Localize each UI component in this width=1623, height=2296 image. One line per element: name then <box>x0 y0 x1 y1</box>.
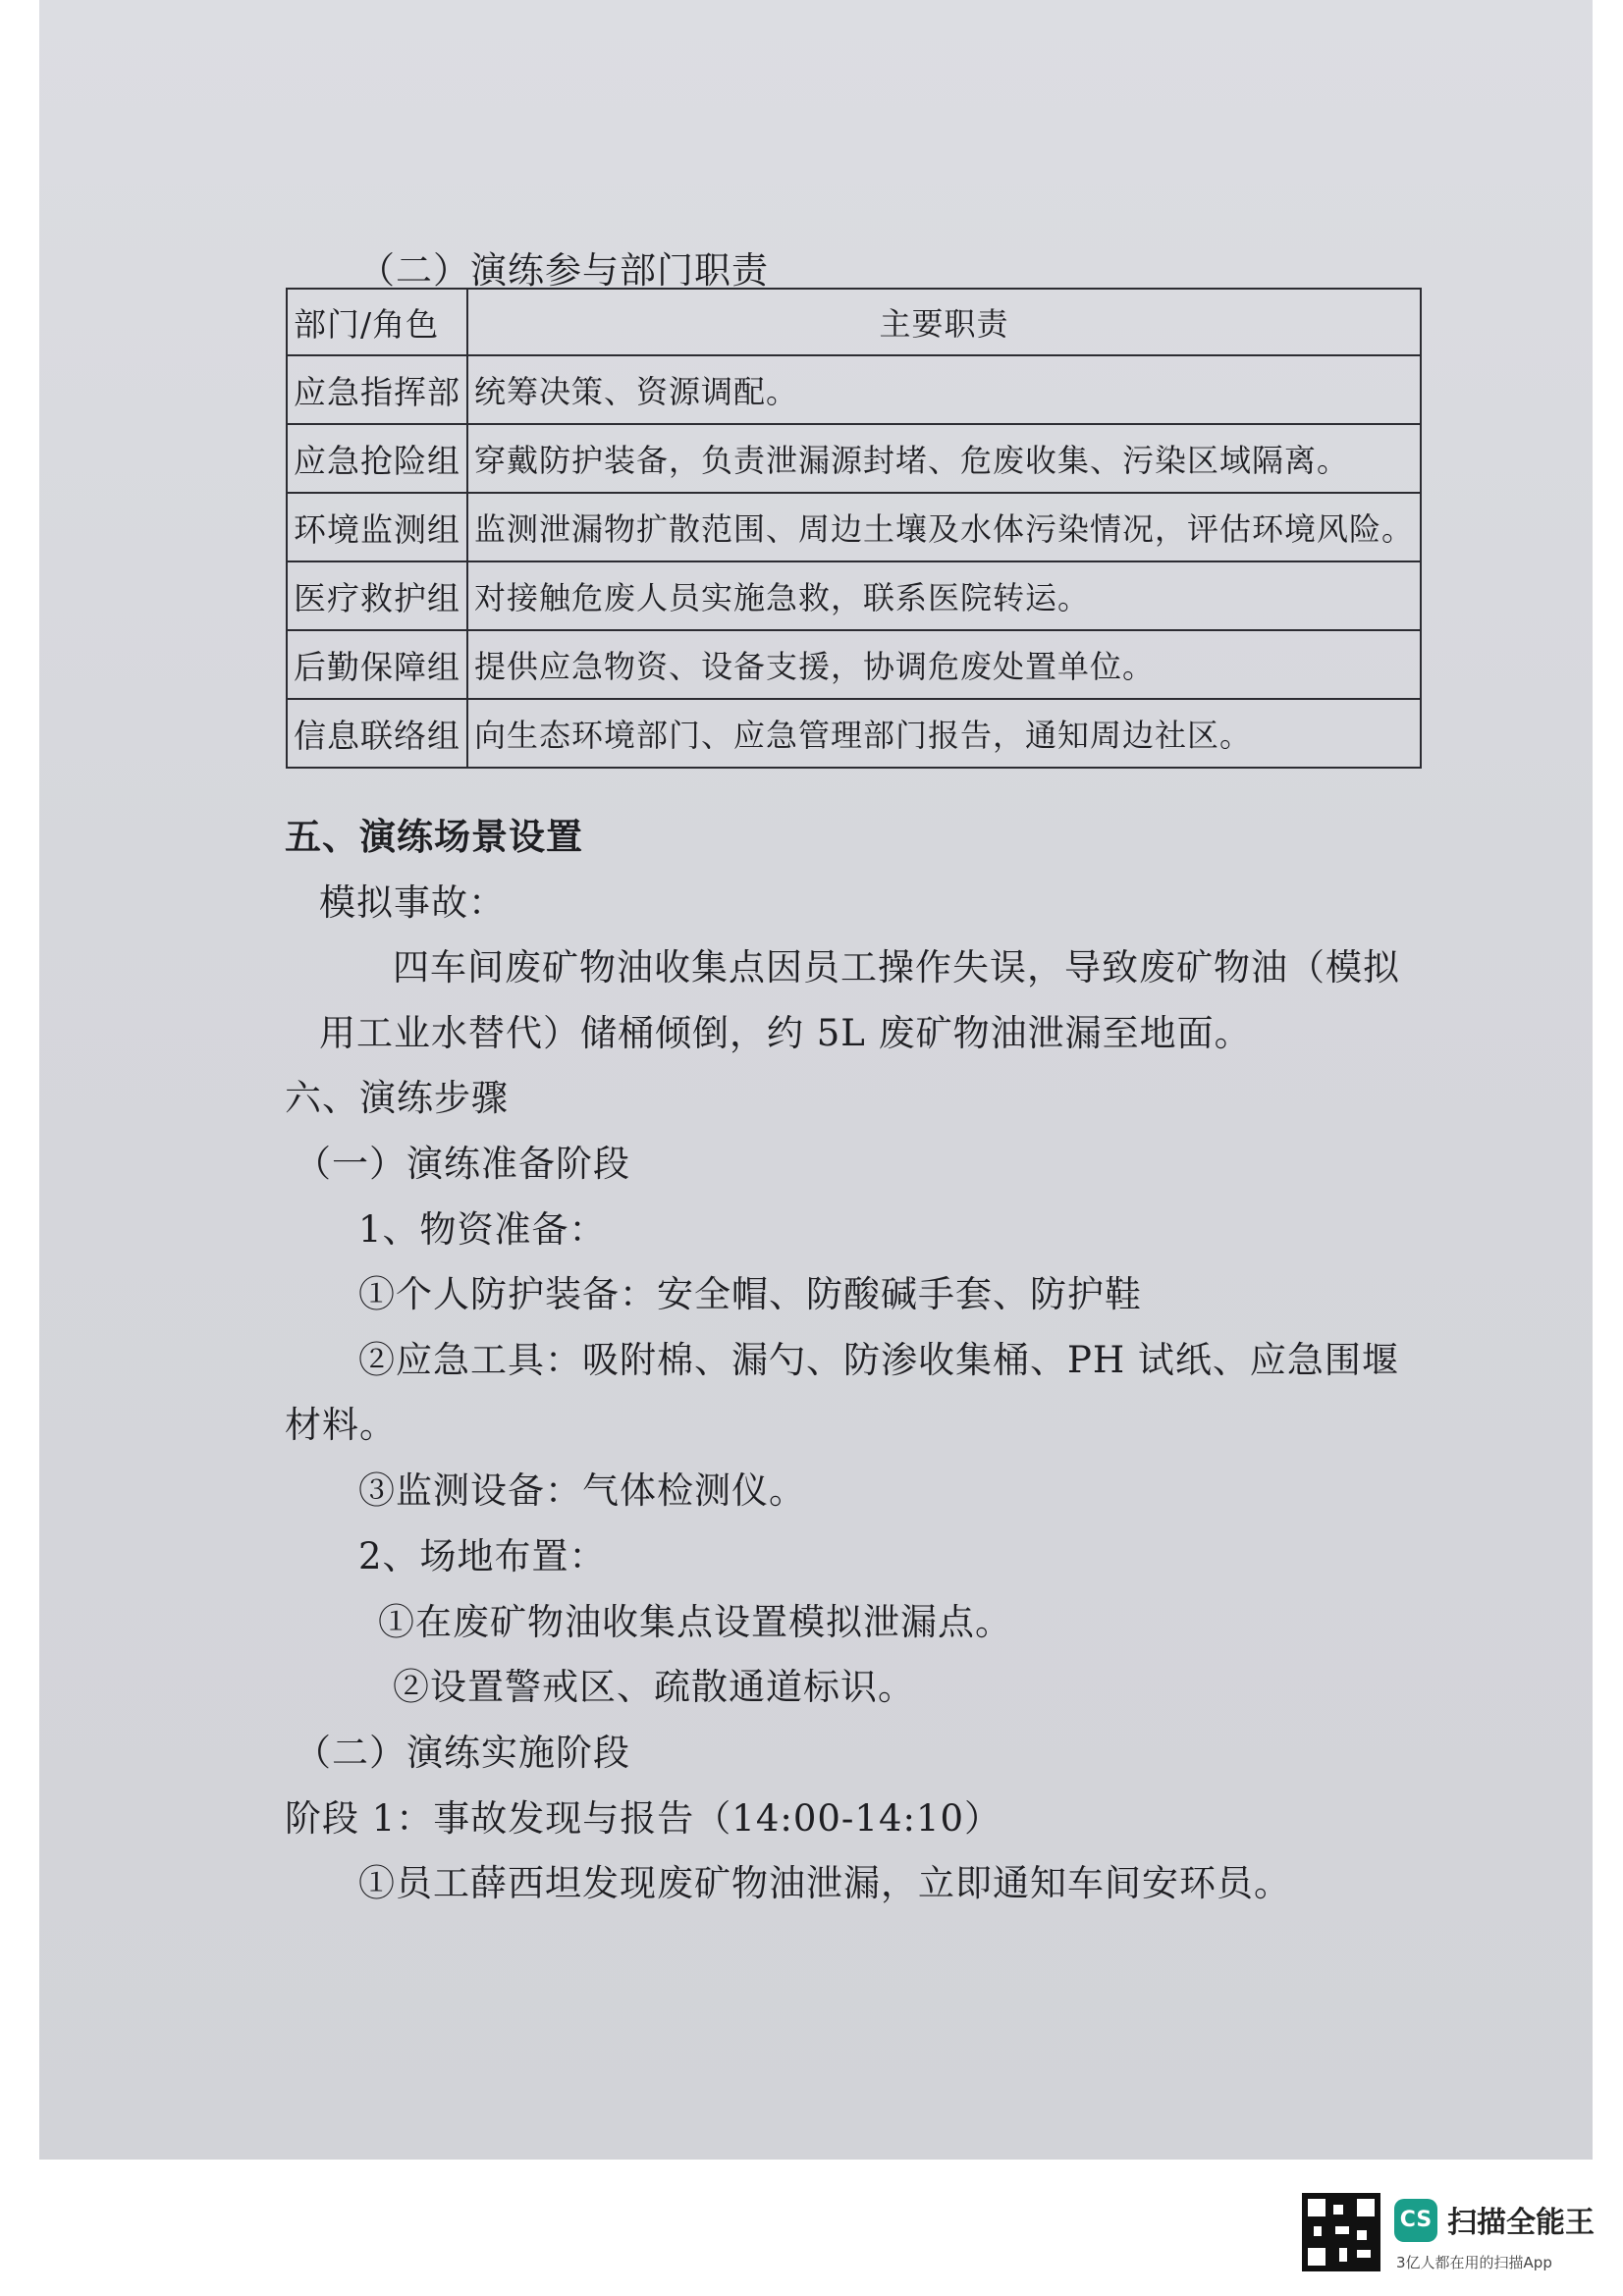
materials-item: ①个人防护装备：安全帽、防酸碱手套、防护鞋 <box>358 1273 1142 1315</box>
row-role: 医疗救护组 <box>287 561 467 630</box>
section-5-heading: 五、演练场景设置 <box>285 815 583 858</box>
materials-heading: 1、物资准备： <box>358 1208 607 1251</box>
table-row <box>287 424 1421 493</box>
row-duty: 向生态环境部门、应急管理部门报告，通知周边社区。 <box>467 699 1421 768</box>
header-role: 部门/角色 <box>287 289 467 355</box>
site-heading: 2、场地布置： <box>358 1535 607 1577</box>
row-duty: 对接触危废人员实施急救，联系医院转运。 <box>467 561 1421 630</box>
scenario-paragraph-line2: 用工业水替代）储桶倾倒，约 5L 废矿物油泄漏至地面。 <box>319 1012 1252 1054</box>
header-duty: 主要职责 <box>467 289 1421 355</box>
row-role: 后勤保障组 <box>287 630 467 699</box>
materials-item: ③监测设备：气体检测仪。 <box>358 1469 806 1512</box>
table-header-row <box>287 289 1421 355</box>
row-role: 信息联络组 <box>287 699 467 768</box>
row-role: 环境监测组 <box>287 493 467 561</box>
row-role: 应急指挥部 <box>287 355 467 424</box>
stage-1-item: ①员工薛西坦发现废矿物油泄漏，立即通知车间安环员。 <box>358 1862 1291 1904</box>
row-duty: 监测泄漏物扩散范围、周边土壤及水体污染情况，评估环境风险。 <box>467 493 1421 561</box>
scenario-label: 模拟事故： <box>319 881 506 924</box>
site-item: ①在废矿物油收集点设置模拟泄漏点。 <box>378 1601 1012 1643</box>
row-duty: 穿戴防护装备，负责泄漏源封堵、危废收集、污染区域隔离。 <box>467 424 1421 493</box>
table-row <box>287 355 1421 424</box>
table-row <box>287 493 1421 561</box>
qr-code-icon <box>1302 2193 1380 2271</box>
table-row <box>287 699 1421 768</box>
row-duty: 统筹决策、资源调配。 <box>467 355 1421 424</box>
site-item: ②设置警戒区、疏散通道标识。 <box>393 1666 915 1708</box>
materials-item-continuation: 材料。 <box>285 1404 397 1446</box>
table-row <box>287 561 1421 630</box>
row-role: 应急抢险组 <box>287 424 467 493</box>
scenario-paragraph-line1: 四车间废矿物油收集点因员工操作失误，导致废矿物油（模拟 <box>393 946 1400 988</box>
table-row <box>287 630 1421 699</box>
prep-stage-heading: （一）演练准备阶段 <box>295 1143 630 1185</box>
section-2-heading: （二）演练参与部门职责 <box>358 249 769 292</box>
materials-item: ②应急工具：吸附棉、漏勺、防渗收集桶、PH 试纸、应急围堰 <box>358 1339 1399 1381</box>
watermark-title: 扫描全能王 <box>1447 2206 1595 2240</box>
watermark-subtitle: 3亿人都在用的扫描App <box>1396 2254 1552 2271</box>
camscanner-logo-icon: CS <box>1394 2199 1437 2242</box>
stage-1-heading: 阶段 1：事故发现与报告（14:00-14:10） <box>285 1797 1002 1840</box>
impl-stage-heading: （二）演练实施阶段 <box>295 1732 630 1774</box>
section-6-heading: 六、演练步骤 <box>285 1077 509 1119</box>
duty-table <box>286 288 1422 769</box>
row-duty: 提供应急物资、设备支援，协调危废处置单位。 <box>467 630 1421 699</box>
